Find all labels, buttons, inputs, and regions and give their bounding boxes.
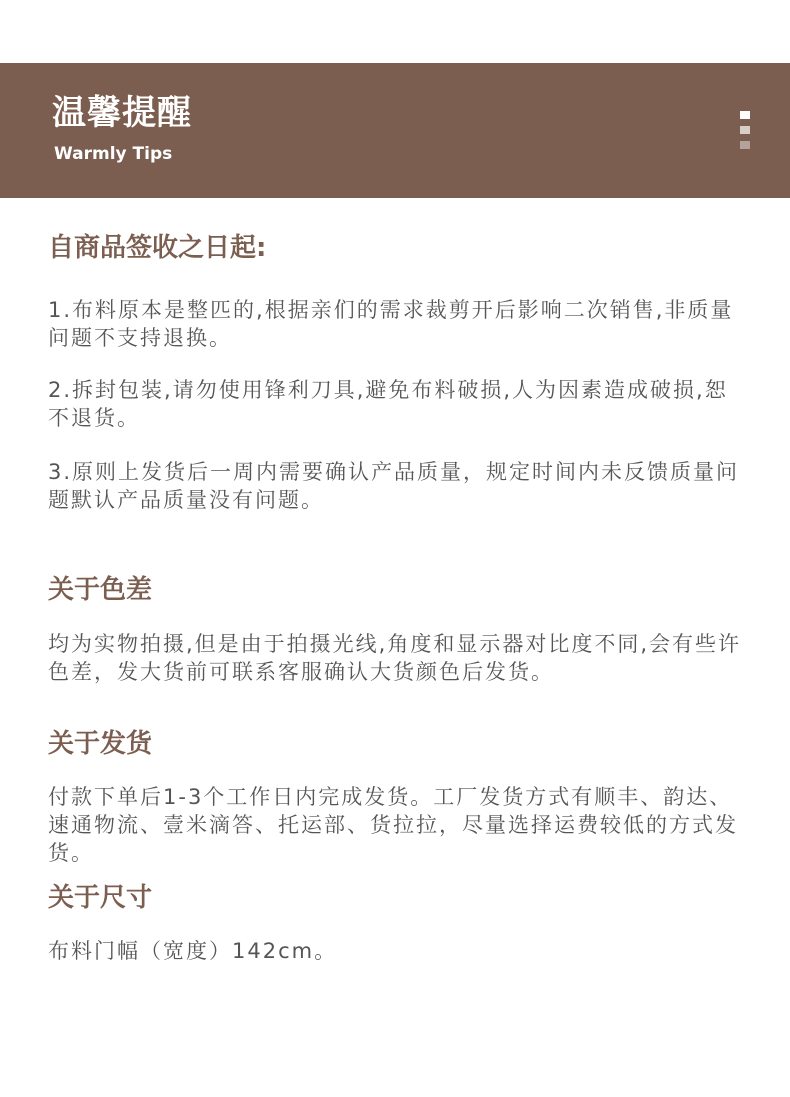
square-dot-3 bbox=[740, 141, 750, 149]
color-difference-text: 均为实物拍摄,但是由于拍摄光线,角度和显示器对比度不同,会有些许色差，发大货前可联系客服确认大货颜色后发货。 bbox=[48, 632, 742, 684]
square-dot-2 bbox=[740, 126, 750, 134]
section-heading-receipt: 自商品签收之日起: bbox=[48, 233, 267, 263]
section-heading-shipping: 关于发货 bbox=[48, 729, 153, 759]
banner-title: 温馨提醒 bbox=[52, 93, 192, 133]
section-heading-color-difference: 关于色差 bbox=[48, 575, 153, 605]
banner-subtitle: Warmly Tips bbox=[54, 144, 173, 164]
section-heading-size: 关于尺寸 bbox=[48, 883, 153, 913]
receipt-rule-1: 1.布料原本是整匹的,根据亲们的需求裁剪开后影响二次销售,非质量问题不支持退换。 bbox=[48, 298, 734, 350]
square-dot-1 bbox=[740, 111, 750, 119]
tips-banner bbox=[0, 63, 790, 198]
receipt-rule-3: 3.原则上发货后一周内需要确认产品质量，规定时间内未反馈质量问题默认产品质量没有问题。 bbox=[48, 460, 740, 512]
size-text: 布料门幅（宽度）142cm。 bbox=[48, 939, 338, 963]
receipt-rule-2: 2.拆封包装,请勿使用锋利刀具,避免布料破损,人为因素造成破损,恕不退货。 bbox=[48, 378, 728, 430]
stacked-squares-icon bbox=[740, 111, 752, 151]
shipping-text: 付款下单后1-3个工作日内完成发货。工厂发货方式有顺丰、韵达、速通物流、壹米滴答、托运部、货拉拉，尽量选择运费较低的方式发货。 bbox=[48, 785, 738, 865]
